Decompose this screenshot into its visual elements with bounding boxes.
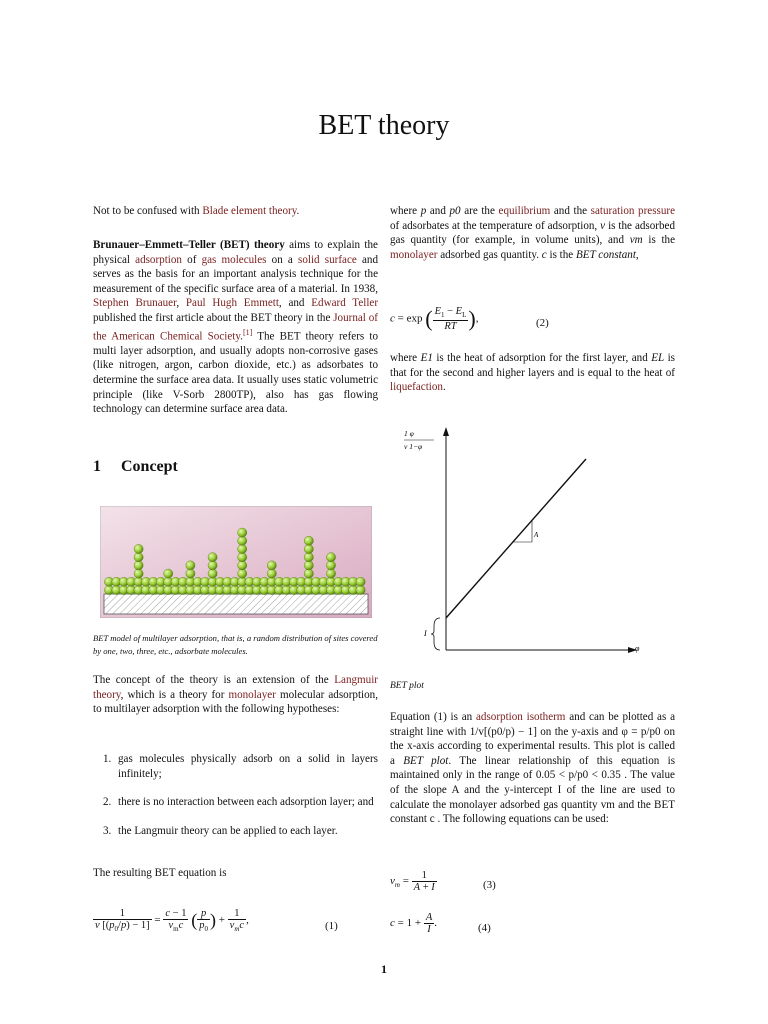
adsorbate-sphere [208, 561, 217, 570]
equation-1-number: (1) [325, 920, 338, 932]
link-liquefaction[interactable]: liquefaction [390, 381, 443, 394]
adsorbate-sphere [186, 569, 195, 578]
link-monolayer[interactable]: monolayer [228, 688, 276, 701]
adsorbate-sphere [267, 569, 276, 578]
multilayer-adsorption-figure [100, 506, 372, 618]
adsorbate-sphere [304, 553, 313, 562]
adsorbate-sphere [134, 569, 143, 578]
link-equilibrium[interactable]: equilibrium [498, 205, 551, 217]
link-edward-teller[interactable]: Edward Teller [311, 297, 379, 310]
solid-surface-layer [104, 594, 368, 614]
adsorbate-sphere [304, 561, 313, 570]
equation-1: $\frac{1}{v [(p_0/p) - 1]}$ = $\frac{c - 1}{v_mc}$ ( $\frac{p}{p_0}$ ) + $\frac{1}{v_mc}$ , (1) [95, 908, 338, 934]
where-paragraph-2: where E1 is the heat of adsorption for the first layer, and EL is that for the second and higher layers and is equal to the heat of liquefaction. [390, 352, 676, 394]
y-axis-label-bottom: v 1−φ [404, 442, 423, 451]
adsorbate-sphere [134, 561, 143, 570]
adsorbate-sphere [186, 561, 195, 570]
link-paul-hugh-emmett[interactable]: Paul Hugh Emmett [185, 297, 279, 310]
list-item: 3. the Langmuir theory can be applied to each layer. [103, 824, 338, 837]
y-axis-arrow [443, 427, 449, 436]
link-blade-element-theory[interactable]: Blade element theory [202, 205, 297, 217]
equation-2: c = exp ( $\frac{E_1 - E_L}{RT}$ ), (2) [390, 306, 549, 332]
link-gas-molecules[interactable]: gas molecules [201, 253, 267, 266]
adsorbate-sphere [238, 569, 247, 578]
plot-caption: BET plot [390, 681, 424, 691]
link-langmuir-theory[interactable]: Langmuir theory [93, 674, 378, 701]
adsorbate-sphere [164, 569, 173, 578]
multilayer-diagram [100, 506, 372, 618]
x-axis-label: φ [635, 644, 640, 653]
list-item: 2. there is no interaction between each adsorption layer; and [103, 796, 374, 809]
adsorbate-sphere [304, 544, 313, 553]
equation-4-number: (4) [478, 922, 491, 934]
adsorbate-sphere [238, 536, 247, 545]
adsorbate-sphere [356, 585, 365, 594]
adsorbate-sphere [208, 569, 217, 578]
adsorbate-sphere [304, 569, 313, 578]
concept-paragraph: The concept of the theory is an extension of the Langmuir theory, which is a theory for monolayer molecular adsorption, to multilayer adsorption with the following hypotheses: [93, 674, 378, 716]
bet-plot [392, 424, 662, 664]
adsorbate-sphere [326, 569, 335, 578]
intro-paragraph: Brunauer–Emmett–Teller (BET) theory aims to explain the physical adsorption of gas molecules on a solid surface and serves as the basis for an important analysis technique for the measurement of the specific surface area of a material. In 1938, Stephen Brunauer, Paul Hugh Emmett, and Edward Teller published the first article about the BET theory in the Journal of the American Chemical Society.[1] The BET theory refers to multi layer adsorption, and usually adopts non-corrosive gases (like nitrogen, argon, carbon dioxide, etc.) as adsorbates to determine the surface area data. It usually uses static volumetric principle (like V-Sorb 2800TP), also has gas flowing technology can determine surface area data. [93, 239, 379, 416]
equation-3: $v_m$ = $\frac{1}{A + I}$ (3) [390, 870, 496, 893]
adsorbate-sphere [134, 553, 143, 562]
adsorbate-sphere [208, 553, 217, 562]
link-monolayer-2[interactable]: monolayer [390, 248, 438, 261]
equation-2-number: (2) [536, 317, 549, 329]
adsorbate-sphere [238, 553, 247, 562]
adsorbate-sphere [238, 561, 247, 570]
figure-caption: BET model of multilayer adsorption, that is, a random distribution of sites covered by one, two, three, etc., adsorbate molecules. [93, 633, 378, 656]
adsorbate-sphere [267, 561, 276, 570]
link-saturation-pressure[interactable]: saturation pressure [590, 205, 675, 217]
adsorbate-sphere [326, 553, 335, 562]
link-jacs[interactable]: Journal of the American Chemical Society [93, 311, 378, 343]
reference-1[interactable]: [1] [242, 327, 253, 337]
equation-paragraph: Equation (1) is an adsorption isotherm and can be plotted as a straight line with 1/v[(p0/p) − 1] on the y-axis and φ = p/p0 on the x-axis according to experimental results. This plot is called a BET plot. The linear relationship of this equation is maintained only in the range of 0.05 < p/p0 < 0.35 . The value of the slope A and the y-intercept I of the line are used to calculate the monolayer adsorbed gas quantity vm and the BET constant c . The following equations can be used: [390, 711, 676, 826]
page-title: BET theory [318, 110, 450, 141]
bet-plot-svg [392, 424, 662, 664]
adsorbate-sphere [238, 528, 247, 537]
list-item: 1. gas molecules physically adsorb on a solid in layers infinitely; [103, 753, 378, 780]
link-stephen-brunauer[interactable]: Stephen Brunauer [93, 297, 177, 310]
equation-4: c = 1 + $\frac{A}{I}$ . (4) [390, 912, 491, 935]
hatnote: Not to be confused with Blade element theory. [93, 205, 300, 217]
adsorbate-sphere [238, 544, 247, 553]
where-paragraph-1: where p and p0 are the equilibrium and the saturation pressure of adsorbates at the temperature of adsorption, v is the adsorbed gas quantity (for example, in volume units), and vm is the monolayer adsorbed gas quantity. c is the BET constant, [390, 205, 676, 261]
resulting-text: The resulting BET equation is [93, 867, 227, 879]
y-axis-label-top: 1 φ [404, 429, 414, 438]
adsorbate-sphere [304, 536, 313, 545]
link-solid-surface[interactable]: solid surface [298, 253, 357, 266]
hypotheses-list [93, 752, 378, 847]
adsorbate-sphere [356, 577, 365, 586]
intercept-brace [431, 618, 440, 650]
intercept-label: I [424, 629, 427, 638]
section-heading-concept: 1 Concept [93, 458, 178, 475]
page-number: 1 [381, 962, 387, 976]
slope-label: A [534, 531, 539, 539]
bet-line [446, 459, 586, 618]
adsorbate-sphere [326, 561, 335, 570]
adsorbate-sphere [134, 544, 143, 553]
equation-3-number: (3) [483, 879, 496, 891]
link-adsorption[interactable]: adsorption [135, 253, 182, 266]
link-adsorption-isotherm[interactable]: adsorption isotherm [476, 711, 566, 723]
